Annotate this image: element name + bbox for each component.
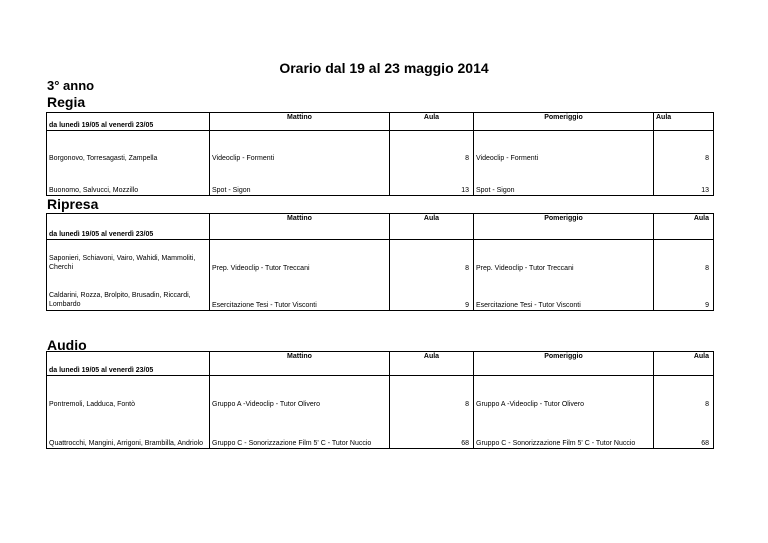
regia-table (46, 112, 714, 196)
aula-cell: 9 (654, 273, 714, 311)
ripresa-period: da lunedì 19/05 al venerdì 23/05 (47, 214, 210, 240)
mattino-cell: Prep. Videoclip - Tutor Treccani (210, 240, 390, 273)
pomeriggio-cell: Videoclip - Formenti (474, 131, 654, 163)
mattino-cell: Gruppo A -Videoclip - Tutor Olivero (210, 376, 390, 409)
group-cell: Pontremoli, Ladduca, Fontò (47, 376, 210, 409)
table-row (47, 163, 714, 196)
ripresa-header-row (47, 214, 714, 240)
audio-period: da lunedì 19/05 al venerdì 23/05 (47, 352, 210, 376)
aula-cell: 9 (390, 273, 474, 311)
audio-header-aula-pomeriggio: Aula (654, 352, 714, 376)
aula-cell: 8 (654, 240, 714, 273)
aula-cell: 68 (390, 409, 474, 449)
mattino-cell: Videoclip - Formenti (210, 131, 390, 163)
regia-header-mattino: Mattino (210, 113, 390, 131)
regia-header-row (47, 113, 714, 131)
section-title-regia: Regia (47, 94, 86, 110)
group-cell: Caldarini, Rozza, Brolpito, Brusadin, Riccardi, Lombardo (47, 273, 210, 311)
table-row (47, 273, 714, 311)
audio-header-mattino: Mattino (210, 352, 390, 376)
pomeriggio-cell: Spot - Sigon (474, 163, 654, 196)
pomeriggio-cell: Prep. Videoclip - Tutor Treccani (474, 240, 654, 273)
page-title: Orario dal 19 al 23 maggio 2014 (279, 60, 489, 76)
pomeriggio-cell: Gruppo A -Videoclip - Tutor Olivero (474, 376, 654, 409)
pomeriggio-cell: Gruppo C - Sonorizzazione Film 5' C - Tutor Nuccio (474, 409, 654, 449)
year-label: 3° anno (47, 78, 95, 93)
audio-table (46, 351, 714, 449)
mattino-cell: Spot - Sigon (210, 163, 390, 196)
table-row (47, 376, 714, 409)
pomeriggio-cell: Esercitazione Tesi - Tutor Visconti (474, 273, 654, 311)
group-cell: Borgonovo, Torresagasti, Zampella (47, 131, 210, 163)
mattino-cell: Esercitazione Tesi - Tutor Visconti (210, 273, 390, 311)
regia-header-aula-pomeriggio: Aula (654, 113, 714, 131)
regia-header-pomeriggio: Pomeriggio (474, 113, 654, 131)
group-cell: Buonomo, Salvucci, Mozzillo (47, 163, 210, 196)
aula-cell: 8 (390, 131, 474, 163)
section-title-audio: Audio (47, 337, 87, 353)
ripresa-header-pomeriggio: Pomeriggio (474, 214, 654, 240)
table-row (47, 131, 714, 163)
ripresa-table (46, 213, 714, 311)
table-row (47, 409, 714, 449)
aula-cell: 8 (390, 376, 474, 409)
audio-header-aula-mattino: Aula (390, 352, 474, 376)
ripresa-header-aula-mattino: Aula (390, 214, 474, 240)
aula-cell: 8 (654, 376, 714, 409)
ripresa-header-mattino: Mattino (210, 214, 390, 240)
aula-cell: 8 (654, 131, 714, 163)
audio-header-row (47, 352, 714, 376)
aula-cell: 68 (654, 409, 714, 449)
mattino-cell: Gruppo C - Sonorizzazione Film 5' C - Tutor Nuccio (210, 409, 390, 449)
audio-header-pomeriggio: Pomeriggio (474, 352, 654, 376)
aula-cell: 8 (390, 240, 474, 273)
section-title-ripresa: Ripresa (47, 196, 99, 212)
regia-header-aula-mattino: Aula (390, 113, 474, 131)
aula-cell: 13 (654, 163, 714, 196)
regia-period: da lunedì 19/05 al venerdì 23/05 (47, 113, 210, 131)
ripresa-header-aula-pomeriggio: Aula (654, 214, 714, 240)
group-cell: Saponieri, Schiavoni, Vairo, Wahidi, Mammoliti, Cherchi (47, 240, 210, 273)
table-row (47, 240, 714, 273)
aula-cell: 13 (390, 163, 474, 196)
group-cell: Quattrocchi, Mangini, Arrigoni, Brambilla, Andriolo (47, 409, 210, 449)
